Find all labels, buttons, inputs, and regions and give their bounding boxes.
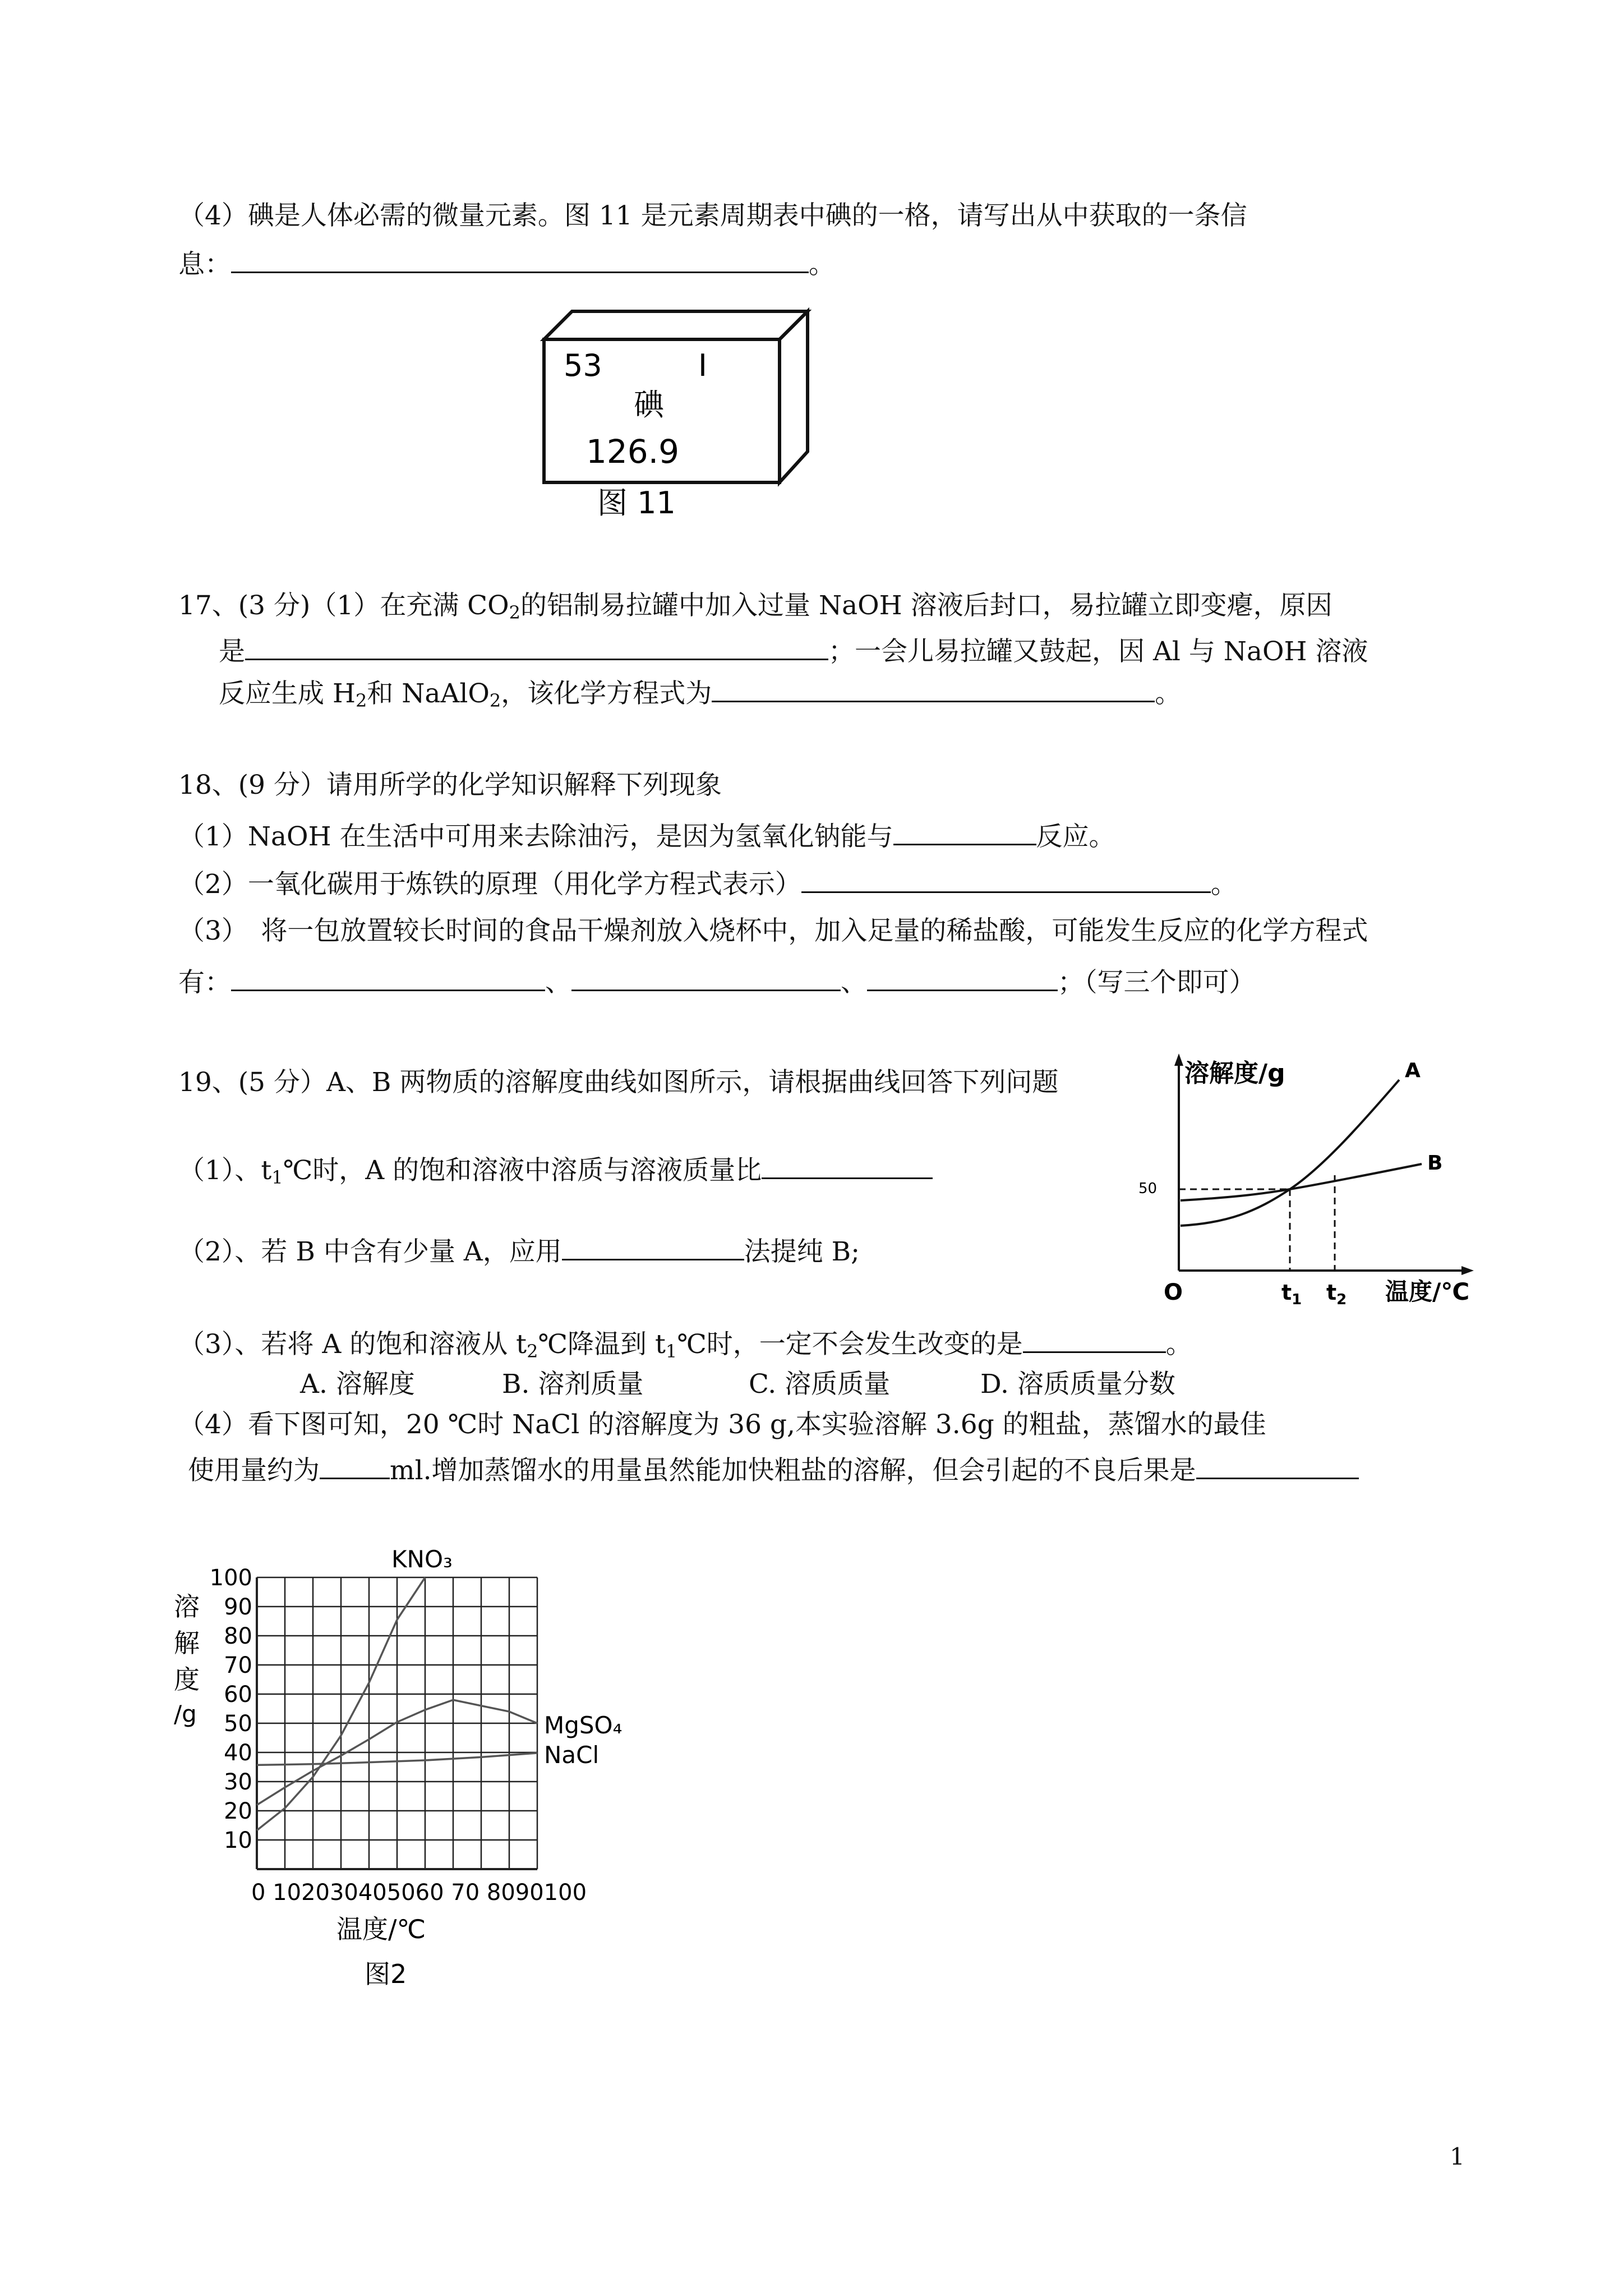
answer-blank[interactable] bbox=[893, 819, 1036, 845]
q18-p3-line2: 有： 、 、 ；（写三个即可） bbox=[178, 965, 1256, 1000]
y-tick-label: 90 bbox=[224, 1594, 252, 1620]
cube-top bbox=[544, 311, 808, 339]
answer-blank[interactable] bbox=[801, 867, 1211, 893]
chart-series bbox=[257, 1545, 622, 1830]
y-tick-labels bbox=[210, 1565, 252, 1853]
atomic-mass: 126.9 bbox=[586, 432, 680, 471]
q16-prefix: 息： bbox=[178, 249, 231, 280]
q18-p1: （1）NaOH 在生活中可用来去除油污，是因为氢氧化钠能与 反应。 bbox=[178, 819, 1115, 854]
series-nacl-label: NaCl bbox=[544, 1741, 600, 1769]
y-tick-label: 60 bbox=[224, 1682, 252, 1708]
q19-p2: （2）、若 B 中含有少量 A，应用 法提纯 B; bbox=[178, 1234, 860, 1269]
answer-blank[interactable] bbox=[762, 1153, 933, 1179]
y-axis-label: 溶解度/g bbox=[1184, 1059, 1285, 1088]
solubility-grid-chart bbox=[168, 1526, 673, 1997]
ab-solubility-chart bbox=[1127, 1049, 1486, 1307]
atomic-number: 53 bbox=[564, 348, 602, 383]
y-tick-label: 50 bbox=[224, 1711, 252, 1737]
answer-blank[interactable] bbox=[712, 676, 1155, 702]
x-tick-t1: $t_1$ bbox=[1281, 1280, 1302, 1307]
answer-blank[interactable] bbox=[571, 965, 841, 991]
answer-blank[interactable] bbox=[1023, 1327, 1166, 1353]
y-label-char-2: 解 bbox=[174, 1628, 200, 1658]
q16-line2 bbox=[178, 247, 835, 282]
answer-blank[interactable] bbox=[231, 965, 545, 991]
answer-blank[interactable] bbox=[245, 634, 828, 660]
series-mgso4-label: MgSO₄ bbox=[544, 1711, 623, 1739]
y-tick-label: 30 bbox=[224, 1769, 252, 1795]
q19-p1: （1）、$t_1℃$时，A 的饱和溶液中溶质与溶液质量比 bbox=[178, 1153, 933, 1188]
q16-suffix: 。 bbox=[809, 249, 835, 280]
q17-line2: 是 ；一会儿易拉罐又鼓起，因 Al 与 NaOH 溶液 bbox=[219, 634, 1368, 669]
q19-option-b: B. 溶剂质量 bbox=[502, 1369, 644, 1400]
y-tick-label: 70 bbox=[224, 1653, 252, 1678]
q19-title: 19、(5 分）A、B 两物质的溶解度曲线如图所示，请根据曲线回答下列问题 bbox=[178, 1067, 1059, 1098]
x-tick-t2: $t_2$ bbox=[1326, 1280, 1347, 1307]
q17-line1: 17、(3 分)（1）在充满 $CO_2$的铝制易拉罐中加入过量 NaOH 溶液后封口，易拉罐立即变瘪，原因 bbox=[178, 590, 1332, 623]
q19-option-c: C. 溶质质量 bbox=[749, 1369, 891, 1400]
q19-p4-line2: 使用量约为 ml.增加蒸馏水的用量虽然能加快粗盐的溶解，但会引起的不良后果是 bbox=[188, 1453, 1359, 1488]
y-tick-label: 20 bbox=[224, 1798, 252, 1824]
series-kno3-label: KNO₃ bbox=[391, 1545, 453, 1573]
x-axis-arrow bbox=[1461, 1266, 1474, 1275]
q19-option-d: D. 溶质质量分数 bbox=[980, 1369, 1175, 1400]
answer-blank[interactable] bbox=[320, 1453, 390, 1479]
x-axis-label: 温度/℃ bbox=[336, 1914, 426, 1944]
q18-title: 18、(9 分）请用所学的化学知识解释下列现象 bbox=[178, 770, 722, 800]
figure-caption: 图2 bbox=[365, 1959, 407, 1989]
answer-blank[interactable] bbox=[1196, 1453, 1359, 1479]
origin-label: O bbox=[1164, 1280, 1183, 1305]
cube-side bbox=[780, 311, 808, 482]
y-tick-label: 100 bbox=[209, 1565, 252, 1591]
q18-p3-line1: （3） 将一包放置较长时间的食品干燥剂放入烧杯中，加入足量的稀盐酸，可能发生反应的化学方程式 bbox=[178, 915, 1368, 946]
answer-blank[interactable] bbox=[867, 965, 1058, 991]
q18-p2: （2）一氧化碳用于炼铁的原理（用化学方程式表示） 。 bbox=[178, 867, 1237, 901]
y-tick-50: 50 bbox=[1138, 1180, 1158, 1197]
answer-blank[interactable] bbox=[562, 1234, 744, 1260]
y-label-char-3: 度 bbox=[174, 1664, 200, 1695]
y-label-char-1: 溶 bbox=[174, 1591, 200, 1622]
series-b-label: B bbox=[1427, 1152, 1443, 1175]
q17-line3: 反应生成 $H_2$和 NaAlO$_2$，该化学方程式为 。 bbox=[219, 676, 1181, 711]
y-axis-label bbox=[174, 1591, 200, 1728]
q19-option-a: A. 溶解度 bbox=[300, 1369, 415, 1400]
figure-caption: 图 11 bbox=[597, 485, 676, 521]
y-label-char-4: /g bbox=[174, 1700, 197, 1728]
x-axis-label: 温度/℃ bbox=[1385, 1278, 1470, 1305]
element-symbol: I bbox=[698, 348, 707, 383]
x-tick-labels: 0 102030405060 70 8090100 bbox=[251, 1880, 587, 1906]
y-axis-arrow bbox=[1174, 1053, 1183, 1066]
q19-p4-line1: （4）看下图可知，20 ℃时 NaCl 的溶解度为 36 g,本实验溶解 3.6g 的粗盐，蒸馏水的最佳 bbox=[178, 1409, 1266, 1440]
series-a-label: A bbox=[1405, 1059, 1421, 1082]
answer-blank[interactable] bbox=[231, 247, 809, 273]
q19-p3: （3）、若将 A 的饱和溶液从 $t_2℃$降温到 $t_1℃$时，一定不会发生改变的是 。 bbox=[178, 1327, 1192, 1361]
element-cell-figure bbox=[533, 303, 824, 522]
q16-line1: （4）碘是人体必需的微量元素。图 11 是元素周期表中碘的一格，请写出从中获取的一条信 bbox=[178, 200, 1247, 231]
page-number: 1 bbox=[1450, 2143, 1465, 2170]
y-tick-label: 80 bbox=[224, 1623, 252, 1649]
element-name: 碘 bbox=[634, 387, 664, 422]
y-tick-label: 40 bbox=[224, 1740, 252, 1766]
y-tick-label: 10 bbox=[224, 1828, 252, 1853]
